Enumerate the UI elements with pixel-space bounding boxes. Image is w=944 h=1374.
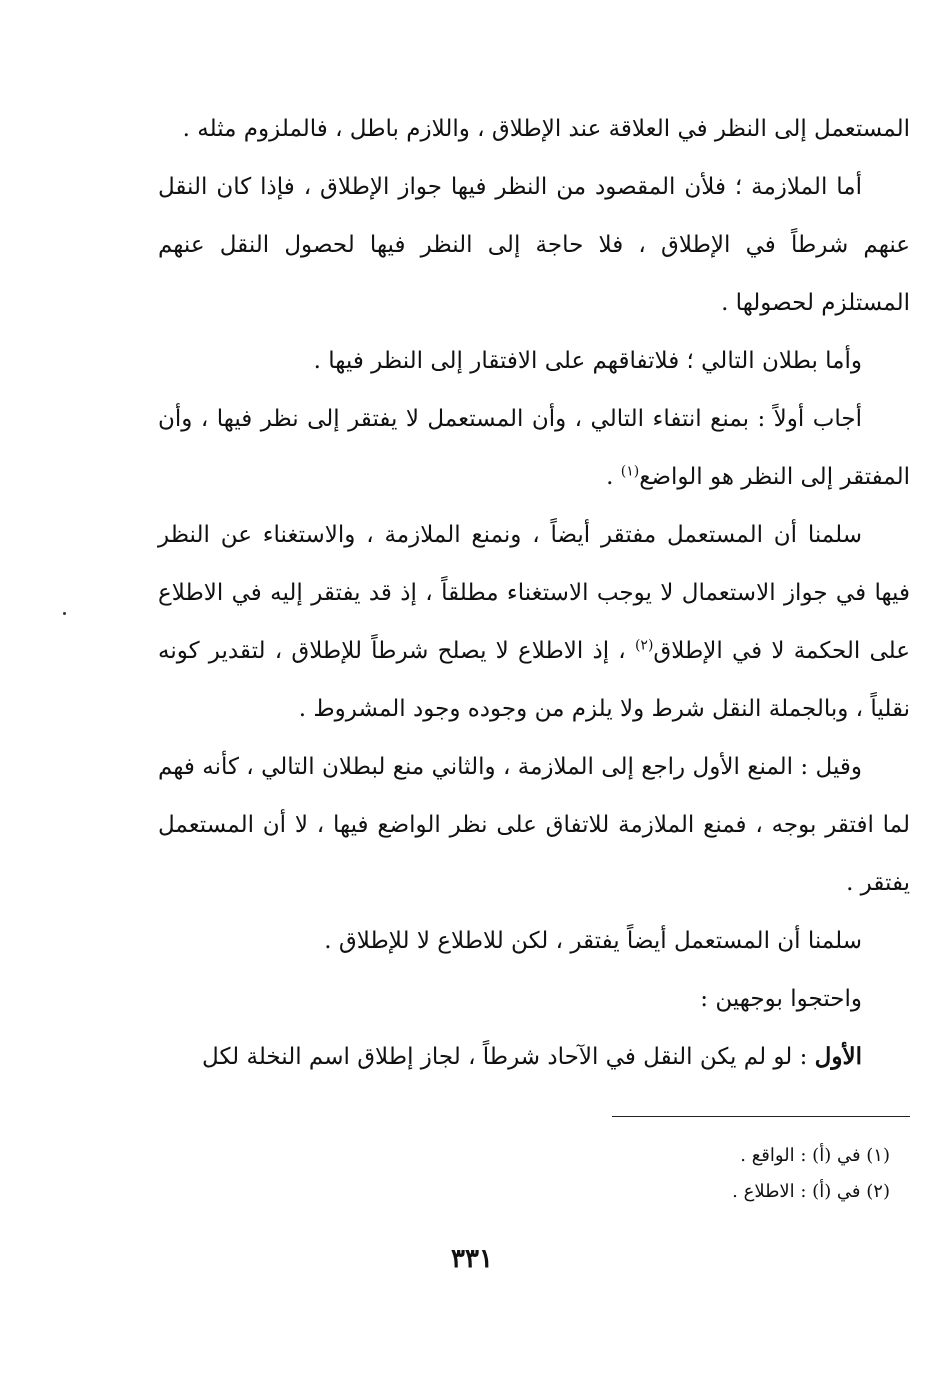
- paragraph-1: المستعمل إلى النظر في العلاقة عند الإطلاق ، واللازم باطل ، فالملزوم مثله .: [182, 116, 910, 142]
- page-number: ٣٣١: [451, 1244, 493, 1274]
- footnote-1: (١) في (أ) : الواقع .: [740, 1145, 890, 1166]
- footnote-ref-1: (١): [620, 463, 640, 480]
- footnote-2: (٢) في (أ) : الاطلاع .: [732, 1181, 890, 1202]
- main-text: [158, 100, 910, 1086]
- paragraph-5-tail: ، إذ الاطلاع لا يصلح شرطاً للإطلاق ، لتقدير كونه نقلياً ، وبالجملة النقل شرط ولا يلزم من وجوده وجود المشروط .: [158, 638, 910, 722]
- paragraph-6: وقيل : المنع الأول راجع إلى الملازمة ، والثاني منع لبطلان التالي ، كأنه فهم لما افتقر بوجه ، فمنع الملازمة للاتفاق على نظر الواضع فيها ، لا أن المستعمل يفتقر .: [158, 754, 910, 896]
- paragraph-9: [158, 1028, 910, 1086]
- paragraph-3: وأما بطلان التالي ؛ فلاتفاقهم على الافتقار إلى النظر فيها .: [313, 348, 862, 374]
- paragraph-5: [158, 506, 910, 738]
- footnote-divider: [612, 1116, 910, 1117]
- paragraph-4-text: أجاب أولاً : بمنع انتفاء التالي ، وأن المستعمل لا يفتقر إلى نظر فيها ، وأن المفتقر إلى النظر هو الواضع: [158, 406, 910, 490]
- paragraph-9-text: : لو لم يكن النقل في الآحاد شرطاً ، لجاز إطلاق اسم النخلة لكل: [202, 1044, 808, 1070]
- first-argument-label: الأول: [814, 1043, 862, 1070]
- paragraph-4-tail: .: [606, 464, 621, 490]
- paragraph-7: سلمنا أن المستعمل أيضاً يفتقر ، لكن للاطلاع لا للإطلاق .: [324, 928, 862, 954]
- margin-dot: [63, 612, 66, 615]
- footnote-ref-2: (٢): [634, 637, 654, 654]
- footnotes: [560, 1138, 890, 1210]
- paragraph-8: واحتجوا بوجهين :: [700, 986, 862, 1012]
- paragraph-2: أما الملازمة ؛ فلأن المقصود من النظر فيها جواز الإطلاق ، فإذا كان النقل عنهم شرطاً في الإطلاق ، فلا حاجة إلى النظر فيها لحصول النقل عنهم المستلزم لحصولها .: [158, 174, 910, 316]
- paragraph-5-text: سلمنا أن المستعمل مفتقر أيضاً ، ونمنع الملازمة ، والاستغناء عن النظر فيها في جواز الاستعمال لا يوجب الاستغناء مطلقاً ، إذ قد يفتقر إليه في الاطلاع على الحكمة لا في الإطلاق: [158, 522, 911, 664]
- paragraph-4: [158, 390, 910, 506]
